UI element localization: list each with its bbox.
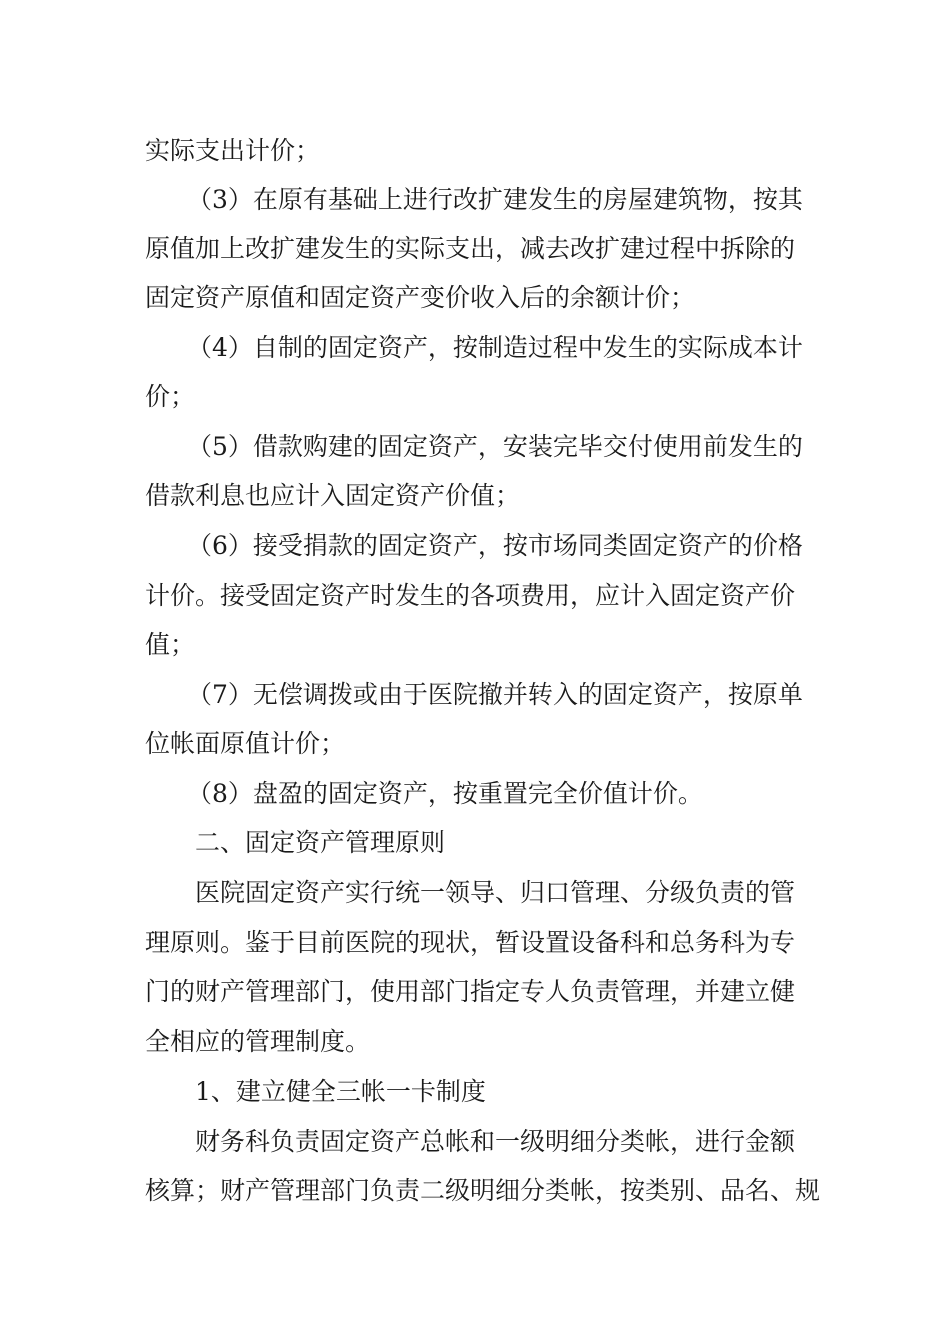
text-line: 理原则。鉴于目前医院的现状，暂设置设备科和总务科为专: [145, 928, 796, 957]
text-line: 核算；财产管理部门负责二级明细分类帐，按类别、品名、规: [145, 1176, 821, 1205]
subsection-heading: 1、建立健全三帐一卡制度: [195, 1077, 486, 1106]
text-line: 借款利息也应计入固定资产价值；: [145, 481, 521, 510]
section-heading: 二、固定资产管理原则: [195, 828, 446, 857]
text-line: 门的财产管理部门，使用部门指定专人负责管理，并建立健: [145, 977, 796, 1006]
text-line: 财务科负责固定资产总帐和一级明细分类帐，进行金额: [195, 1127, 796, 1156]
text-line: 医院固定资产实行统一领导、归口管理、分级负责的管: [195, 878, 796, 907]
text-line: 位帐面原值计价；: [145, 729, 346, 758]
text-line: 价；: [145, 382, 196, 411]
text-line: （5）借款购建的固定资产，安装完毕交付使用前发生的: [187, 432, 803, 461]
text-line: 全相应的管理制度。: [145, 1027, 371, 1056]
text-line: （4）自制的固定资产，按制造过程中发生的实际成本计: [187, 333, 803, 362]
text-line: （6）接受捐款的固定资产，按市场同类固定资产的价格: [187, 531, 803, 560]
text-line: （3）在原有基础上进行改扩建发生的房屋建筑物，按其: [187, 185, 803, 214]
text-line: （8）盘盈的固定资产，按重置完全价值计价。: [187, 779, 703, 808]
text-line: 计价。接受固定资产时发生的各项费用，应计入固定资产价: [145, 581, 796, 610]
text-line: 值；: [145, 630, 196, 659]
text-line: （7）无偿调拨或由于医院撤并转入的固定资产，按原单: [187, 680, 803, 709]
text-line: 原值加上改扩建发生的实际支出，减去改扩建过程中拆除的: [145, 234, 796, 263]
text-line: 固定资产原值和固定资产变价收入后的余额计价；: [145, 283, 696, 312]
text-line: 实际支出计价；: [145, 136, 321, 165]
